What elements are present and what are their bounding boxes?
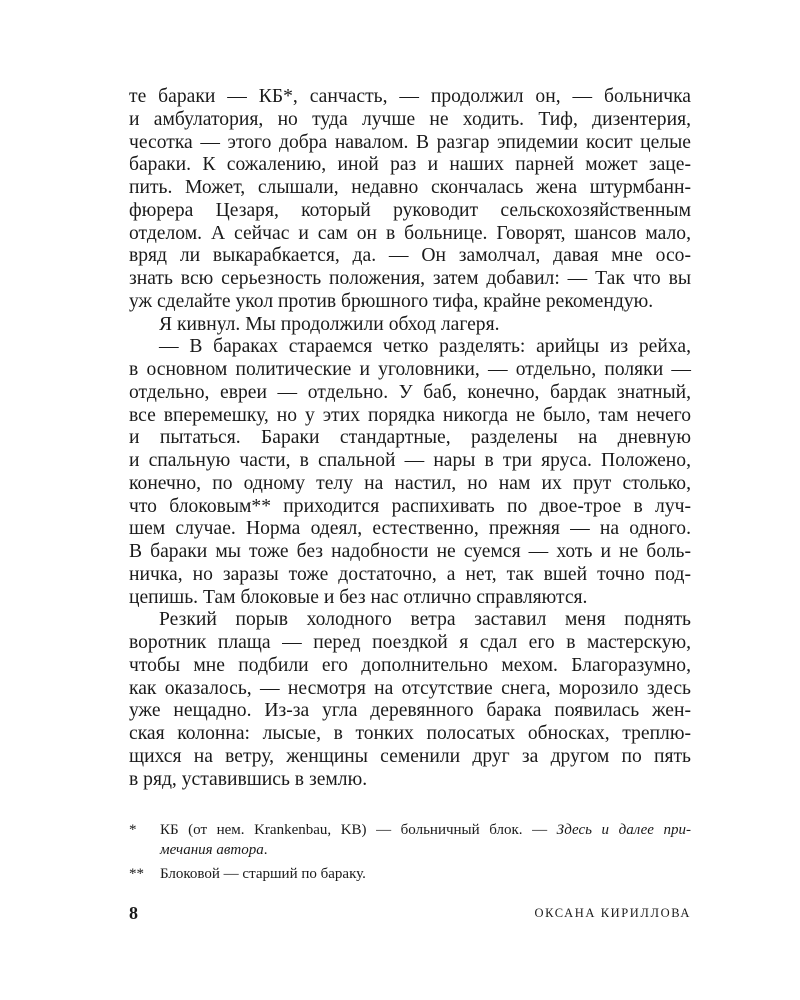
text-line: отделом. А сейчас и сам он в больнице. Говорят, шансов мало, xyxy=(129,222,691,244)
text-line: что блоковым** приходится распихивать по двое-трое в луч- xyxy=(129,495,691,517)
footnote-1-end: . xyxy=(263,842,268,858)
text-line: воротник плаща — перед поездкой я сдал его в мастерскую, xyxy=(129,632,691,653)
footnote-2-text: Блоковой — старший по бараку. xyxy=(160,866,366,882)
text-line: отдельно, евреи — отдельно. У баб, конечно, бардак знатный, xyxy=(129,381,691,403)
text-line: и пытаться. Бараки стандартные, разделены на дневную xyxy=(129,427,691,449)
text-line: ничка, но заразы тоже достаточно, а нет, так вшей точно под- xyxy=(129,563,691,585)
footnote-1 xyxy=(129,820,691,860)
text-line: Резкий порыв холодного ветра заставил меня поднять xyxy=(159,609,691,631)
text-line: бараки. К сожалению, иной раз и наших парней может заце- xyxy=(129,154,691,176)
text-line: — В бараках стараемся четко разделять: арийцы из рейха, xyxy=(159,336,691,358)
text-line: вряд ли выкарабкается, да. — Он замолчал, давая мне осо- xyxy=(129,245,691,267)
running-head-author: ОКСАНА КИРИЛЛОВА xyxy=(534,906,691,920)
text-line: ская колонна: лысые, в тонких полосатых обносках, треплю- xyxy=(129,723,691,744)
footnote-2-mark: ** xyxy=(129,866,144,882)
text-line: Я кивнул. Мы продолжили обход лагеря. xyxy=(159,313,500,335)
footnotes xyxy=(129,820,691,888)
footnote-1-italic-a: Здесь и далее при- xyxy=(556,822,691,838)
text-line: пить. Может, слышали, недавно скончалась жена штурмбанн- xyxy=(129,177,691,198)
footnote-1-line-2 xyxy=(160,840,691,860)
body-text xyxy=(129,86,691,791)
page-number: 8 xyxy=(129,903,138,923)
text-line: конечно, по одному телу на настил, но нам их прут столько, xyxy=(129,472,691,494)
text-line: и спальную части, в спальной — нары в три яруса. Положено, xyxy=(129,450,691,471)
text-line: как оказалось, — несмотря на отсутствие снега, морозило здесь xyxy=(129,677,691,699)
text-line: и амбулатория, но туда лучше не ходить. Тиф, дизентерия, xyxy=(129,108,691,130)
text-line: фюрера Цезаря, который руководит сельскохозяйственным xyxy=(129,199,691,221)
text-line: все вперемешку, но у этих порядка никогда не было, там нечего xyxy=(129,404,691,426)
text-line: В бараки мы тоже без надобности не суемся — хоть и не боль- xyxy=(129,541,691,562)
text-line: цепишь. Там блоковые и без нас отлично справляются. xyxy=(129,586,588,608)
footnote-1-text: КБ (от нем. Krankenbau, KB) — больничный блок. — xyxy=(160,822,557,838)
text-line: знать всю серьезность положения, затем добавил: — Так что вы xyxy=(129,268,691,289)
text-line: в основном политические и уголовники, — отдельно, поляки — xyxy=(129,359,691,380)
text-line: чесотка — этого добра навалом. В разгар эпидемии косит целые xyxy=(129,131,691,153)
footnote-1-mark: * xyxy=(129,822,137,838)
text-line: щихся на ветру, женщины семенили друг за другом по пять xyxy=(129,745,691,767)
text-line: те бараки — КБ*, санчасть, — продолжил он, — больничка xyxy=(129,86,691,107)
text-line: чтобы мне подбили его дополнительно мехом. Благоразумно, xyxy=(129,654,691,676)
text-line: уже нещадно. Из-за угла деревянного барака появилась жен- xyxy=(129,700,691,722)
footnote-1-line-1 xyxy=(160,820,691,840)
footnote-2 xyxy=(129,864,691,884)
footnote-1-italic-b: мечания автора xyxy=(160,842,264,858)
text-line: шем случае. Норма одеял, естественно, прежняя — на одного. xyxy=(129,518,691,540)
text-line: в ряд, уставившись в землю. xyxy=(129,768,368,790)
text-line: уж сделайте укол против брюшного тифа, крайне рекомендую. xyxy=(129,290,654,312)
